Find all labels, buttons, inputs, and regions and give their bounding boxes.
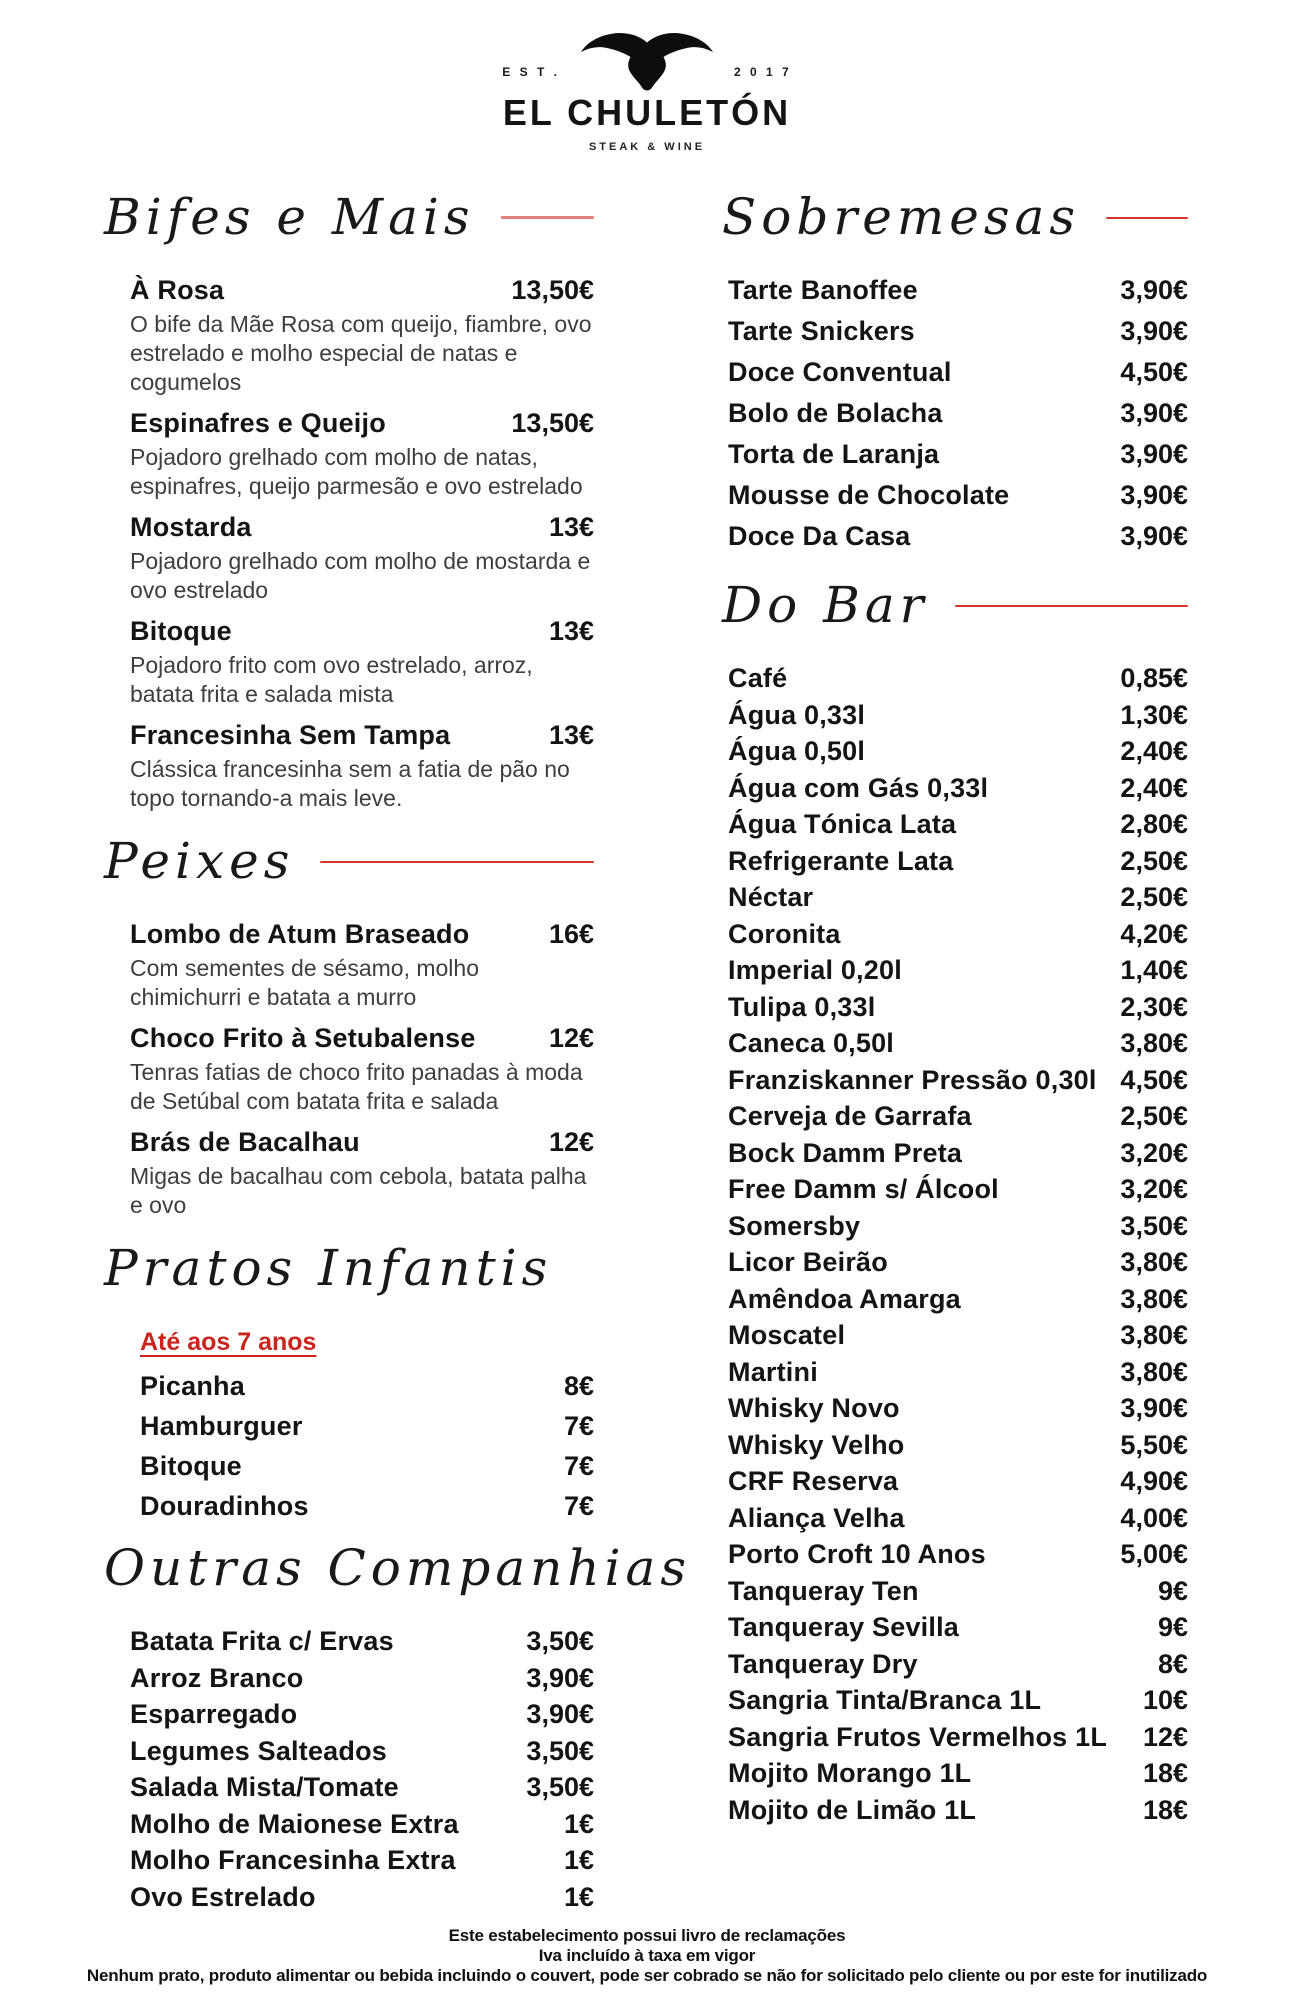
item-name: Torta de Laranja: [728, 439, 940, 469]
dish-list: [104, 275, 594, 813]
menu-item: [130, 1809, 594, 1840]
item-price: 18€: [1142, 1794, 1188, 1825]
item-price: 12€: [1142, 1721, 1188, 1752]
item-row: [130, 512, 594, 543]
section-peixes: [104, 824, 594, 1220]
item-price: 3,90€: [526, 1699, 594, 1729]
section-header: [722, 568, 1188, 643]
menu-item: [140, 1451, 594, 1482]
item-price: 3,80€: [1120, 1028, 1188, 1058]
item-price: 18€: [1142, 1758, 1188, 1788]
section-pratos-infantis: [104, 1231, 594, 1522]
item-name: Arroz Branco: [130, 1662, 304, 1693]
menu-item: [728, 1503, 1188, 1534]
item-price: 1€: [563, 1845, 594, 1875]
item-name: Imperial 0,20l: [728, 955, 902, 985]
item-name: Hamburguer: [140, 1411, 303, 1441]
item-name: Bitoque: [140, 1451, 242, 1481]
item-price: 2,50€: [1120, 845, 1188, 876]
item-name: Licor Beirão: [728, 1247, 888, 1277]
item-name: Refrigerante Lata: [728, 845, 954, 876]
price-list: [722, 275, 1188, 552]
item-description: Pojadoro grelhado com molho de natas, espinafres, queijo parmesão e ovo estrelado: [130, 444, 583, 499]
item-name: Aliança Velha: [728, 1502, 905, 1533]
item-price: 4,50€: [1120, 1064, 1188, 1095]
item-name: Ovo Estrelado: [130, 1881, 316, 1912]
menu-item: [130, 720, 594, 813]
item-price: 3,80€: [1120, 1356, 1188, 1387]
menu-item: [728, 992, 1188, 1023]
item-price: 5,50€: [1120, 1429, 1188, 1460]
item-price: 13€: [548, 616, 594, 646]
price-list: [104, 1371, 594, 1522]
item-price: 9€: [1157, 1612, 1188, 1642]
item-name: Tarte Snickers: [728, 316, 915, 346]
restaurant-tagline: STEAK & WINE: [588, 141, 706, 153]
item-price: 3,90€: [1120, 439, 1188, 469]
item-price: 3,50€: [526, 1735, 594, 1766]
right-column: [722, 180, 1188, 1831]
section-bifes-e-mais: [104, 180, 594, 813]
item-name: Sangria Tinta/Branca 1L: [728, 1685, 1042, 1715]
section-title: Bifes e Mais: [104, 188, 475, 246]
item-description: Pojadoro frito com ovo estrelado, arroz, batata frita e salada mista: [130, 652, 533, 707]
item-name: Moscatel: [728, 1320, 846, 1350]
item-price: 3,20€: [1120, 1174, 1188, 1204]
dish-list: [104, 919, 594, 1220]
menu-item: [728, 316, 1188, 347]
item-name: Lombo de Atum Braseado: [130, 919, 470, 949]
restaurant-logo: [0, 26, 1294, 153]
item-price: 2,30€: [1120, 991, 1188, 1022]
section-rule: [1106, 217, 1188, 219]
item-name: Mousse de Chocolate: [728, 480, 1010, 510]
menu-item: [728, 1795, 1188, 1826]
item-price: 3,90€: [1120, 1393, 1188, 1423]
menu-item: [728, 275, 1188, 306]
item-price: 3,50€: [1120, 1210, 1188, 1241]
logo-est-label: E S T .: [502, 65, 560, 79]
item-name: Esparregado: [130, 1699, 298, 1729]
item-price: 12€: [548, 1127, 594, 1157]
item-description: Migas de bacalhau com cebola, batata palha e ovo: [130, 1163, 587, 1218]
logo-year-label: 2 0 1 7: [733, 65, 792, 79]
section-sobremesas: [722, 180, 1188, 552]
item-name: Caneca 0,50l: [728, 1028, 895, 1058]
item-name: Água 0,33l: [728, 699, 866, 730]
item-description: Clássica francesinha sem a fatia de pão no topo tornando-a mais leve.: [130, 756, 570, 811]
item-name: Tanqueray Dry: [728, 1648, 918, 1679]
menu-item: [728, 1284, 1188, 1315]
item-price: 9€: [1157, 1575, 1188, 1606]
item-name: À Rosa: [130, 275, 225, 305]
item-name: Douradinhos: [140, 1491, 309, 1521]
menu-item: [728, 521, 1188, 552]
menu-item: [728, 1612, 1188, 1643]
left-column: [104, 180, 692, 1918]
menu-item: [728, 700, 1188, 731]
section-title: Outras Companhias: [104, 1539, 692, 1597]
menu-item: [728, 1174, 1188, 1205]
menu-item: [728, 809, 1188, 840]
item-price: 4,90€: [1120, 1466, 1188, 1496]
menu-item: [728, 955, 1188, 986]
item-description: Com sementes de sésamo, molho chimichurri e batata a murro: [130, 955, 479, 1010]
menu-item: [728, 1357, 1188, 1388]
item-description: O bife da Mãe Rosa com queijo, fiambre, ovo estrelado e molho especial de natas e cogumelos: [130, 311, 592, 395]
menu-item: [728, 357, 1188, 388]
item-price: 7€: [563, 1451, 594, 1481]
item-price: 0,85€: [1120, 663, 1188, 693]
item-price: 3,90€: [1120, 275, 1188, 305]
menu-item: [140, 1491, 594, 1522]
item-row: [130, 616, 594, 647]
item-name: CRF Reserva: [728, 1466, 899, 1496]
menu-item: [140, 1411, 594, 1442]
logo-mark: [502, 26, 791, 92]
item-price: 13€: [548, 720, 594, 750]
item-price: 16€: [548, 919, 594, 949]
section-title: Pratos Infantis: [104, 1239, 553, 1297]
menu-item: [130, 408, 594, 501]
item-name: Coronita: [728, 918, 841, 949]
item-name: Legumes Salteados: [130, 1735, 387, 1766]
section-header: [104, 1531, 692, 1606]
menu-item: [728, 1722, 1188, 1753]
kids-age-note: Até aos 7 anos: [140, 1328, 317, 1356]
item-name: Choco Frito à Setubalense: [130, 1023, 476, 1053]
menu-item: [728, 1539, 1188, 1570]
menu-item: [130, 1127, 594, 1220]
section-header: [722, 180, 1188, 255]
item-name: Brás de Bacalhau: [130, 1127, 360, 1157]
item-price: 5,00€: [1120, 1539, 1188, 1569]
item-row: [130, 275, 594, 306]
menu-item: [728, 439, 1188, 470]
menu-item: [130, 1626, 594, 1657]
menu-item: [130, 1023, 594, 1116]
menu-item: [130, 1699, 594, 1730]
item-price: 1€: [563, 1881, 594, 1912]
item-name: Néctar: [728, 882, 814, 912]
menu-item: [728, 1138, 1188, 1169]
section-do-bar: [722, 568, 1188, 1826]
menu-item: [130, 275, 594, 397]
menu-item: [728, 919, 1188, 950]
menu-item: [728, 1576, 1188, 1607]
item-name: Francesinha Sem Tampa: [130, 720, 451, 750]
item-name: Doce Conventual: [728, 357, 952, 387]
item-name: Molho Francesinha Extra: [130, 1845, 456, 1875]
menu-item: [728, 1685, 1188, 1716]
item-price: 13€: [548, 512, 594, 542]
menu-item: [728, 1393, 1188, 1424]
section-rule: [501, 216, 594, 219]
item-description: Tenras fatias de choco frito panadas à moda de Setúbal com batata frita e salada: [130, 1059, 583, 1114]
item-name: Amêndoa Amarga: [728, 1283, 961, 1314]
item-price: 1,40€: [1120, 955, 1188, 985]
item-price: 13,50€: [511, 408, 594, 438]
item-price: 2,80€: [1120, 809, 1188, 839]
item-name: Tulipa 0,33l: [728, 991, 876, 1022]
section-title: Sobremesas: [722, 188, 1080, 246]
item-price: 3,90€: [1120, 480, 1188, 510]
item-row: [130, 720, 594, 751]
menu-item: [728, 882, 1188, 913]
menu-item: [130, 1882, 594, 1913]
footer-note-line: Nenhum prato, produto alimentar ou bebida incluindo o couvert, pode ser cobrado se não for solicitado pelo cliente ou por este for inutilizado: [86, 1966, 1208, 1985]
item-price: 3,80€: [1120, 1247, 1188, 1277]
menu-item: [728, 1466, 1188, 1497]
item-price: 3,50€: [526, 1772, 594, 1802]
item-name: Batata Frita c/ Ervas: [130, 1626, 394, 1656]
menu-item: [728, 773, 1188, 804]
footer-note-line: Este estabelecimento possui livro de reclamações: [448, 1926, 846, 1945]
item-name: Mojito de Limão 1L: [728, 1794, 977, 1825]
menu-item: [728, 480, 1188, 511]
item-price: 1,30€: [1120, 699, 1188, 730]
item-row: [130, 919, 594, 950]
restaurant-name: EL CHULETÓN: [502, 92, 792, 133]
price-list: [722, 663, 1188, 1826]
item-name: Mostarda: [130, 512, 252, 542]
item-name: Picanha: [140, 1371, 245, 1401]
item-name: Molho de Maionese Extra: [130, 1808, 459, 1839]
item-price: 8€: [563, 1371, 594, 1401]
price-list: [104, 1626, 594, 1913]
item-name: Franziskanner Pressão 0,30l: [728, 1064, 1097, 1095]
footer-note-line: Iva incluído à taxa em vigor: [538, 1946, 756, 1965]
item-name: Café: [728, 663, 788, 693]
item-price: 2,40€: [1120, 772, 1188, 803]
menu-item: [140, 1371, 594, 1402]
footer-notes: [0, 1926, 1294, 1986]
item-name: Tanqueray Sevilla: [728, 1612, 960, 1642]
item-name: Espinafres e Queijo: [130, 408, 386, 438]
menu-item: [130, 1772, 594, 1803]
item-price: 2,50€: [1120, 882, 1188, 912]
item-price: 3,50€: [526, 1626, 594, 1656]
section-header: [104, 824, 594, 899]
item-description: Pojadoro grelhado com molho de mostarda e ovo estrelado: [130, 548, 591, 603]
item-price: 1€: [563, 1808, 594, 1839]
item-name: Doce Da Casa: [728, 521, 911, 551]
item-name: Tanqueray Ten: [728, 1575, 919, 1606]
menu-item: [728, 736, 1188, 767]
item-price: 4,20€: [1120, 918, 1188, 949]
section-outras-companhias: [104, 1531, 692, 1913]
item-name: Whisky Novo: [728, 1393, 900, 1423]
item-price: 3,20€: [1120, 1137, 1188, 1168]
item-name: Somersby: [728, 1210, 861, 1241]
item-price: 13,50€: [511, 275, 594, 305]
item-name: Água 0,50l: [728, 736, 866, 766]
menu-item: [130, 616, 594, 709]
menu-item: [728, 1430, 1188, 1461]
item-price: 3,90€: [526, 1662, 594, 1693]
menu-item: [130, 1845, 594, 1876]
bull-icon: [572, 26, 722, 92]
item-name: Martini: [728, 1356, 818, 1387]
section-rule: [955, 605, 1188, 607]
item-price: 4,50€: [1120, 357, 1188, 387]
item-price: 2,50€: [1120, 1101, 1188, 1131]
menu-item: [130, 919, 594, 1012]
menu-item: [130, 1663, 594, 1694]
item-price: 3,80€: [1120, 1283, 1188, 1314]
item-name: Whisky Velho: [728, 1429, 905, 1460]
item-price: 2,40€: [1120, 736, 1188, 766]
item-name: Sangria Frutos Vermelhos 1L: [728, 1721, 1108, 1752]
section-rule: [320, 861, 594, 863]
item-row: [130, 1023, 594, 1054]
item-price: 3,90€: [1120, 316, 1188, 346]
item-price: 3,90€: [1120, 398, 1188, 428]
item-name: Água com Gás 0,33l: [728, 772, 989, 803]
menu-item: [728, 1247, 1188, 1278]
item-name: Mojito Morango 1L: [728, 1758, 972, 1788]
menu-item: [728, 1028, 1188, 1059]
item-price: 10€: [1142, 1685, 1188, 1715]
menu-item: [728, 1065, 1188, 1096]
section-title: Peixes: [104, 832, 295, 890]
menu-item: [728, 846, 1188, 877]
item-name: Free Damm s/ Álcool: [728, 1174, 999, 1204]
item-price: 7€: [563, 1491, 594, 1521]
item-name: Bitoque: [130, 616, 232, 646]
item-row: [130, 1127, 594, 1158]
item-price: 4,00€: [1120, 1502, 1188, 1533]
menu-item: [728, 1320, 1188, 1351]
section-header: [104, 180, 594, 255]
item-price: 8€: [1157, 1648, 1188, 1679]
item-name: Bock Damm Preta: [728, 1137, 963, 1168]
menu-item: [728, 398, 1188, 429]
item-price: 3,90€: [1120, 521, 1188, 551]
item-row: [130, 408, 594, 439]
item-name: Cerveja de Garrafa: [728, 1101, 972, 1131]
menu-item: [728, 1758, 1188, 1789]
item-name: Salada Mista/Tomate: [130, 1772, 399, 1802]
menu-item: [130, 512, 594, 605]
section-title: Do Bar: [722, 576, 929, 634]
item-price: 7€: [563, 1411, 594, 1441]
item-name: Bolo de Bolacha: [728, 398, 943, 428]
menu-item: [130, 1736, 594, 1767]
menu-item: [728, 1211, 1188, 1242]
item-price: 3,80€: [1120, 1320, 1188, 1350]
menu-item: [728, 1101, 1188, 1132]
menu-item: [728, 663, 1188, 694]
menu-item: [728, 1649, 1188, 1680]
item-name: Água Tónica Lata: [728, 809, 957, 839]
section-header: [104, 1231, 594, 1306]
item-name: Porto Croft 10 Anos: [728, 1539, 986, 1569]
item-price: 12€: [548, 1023, 594, 1053]
item-name: Tarte Banoffee: [728, 275, 918, 305]
